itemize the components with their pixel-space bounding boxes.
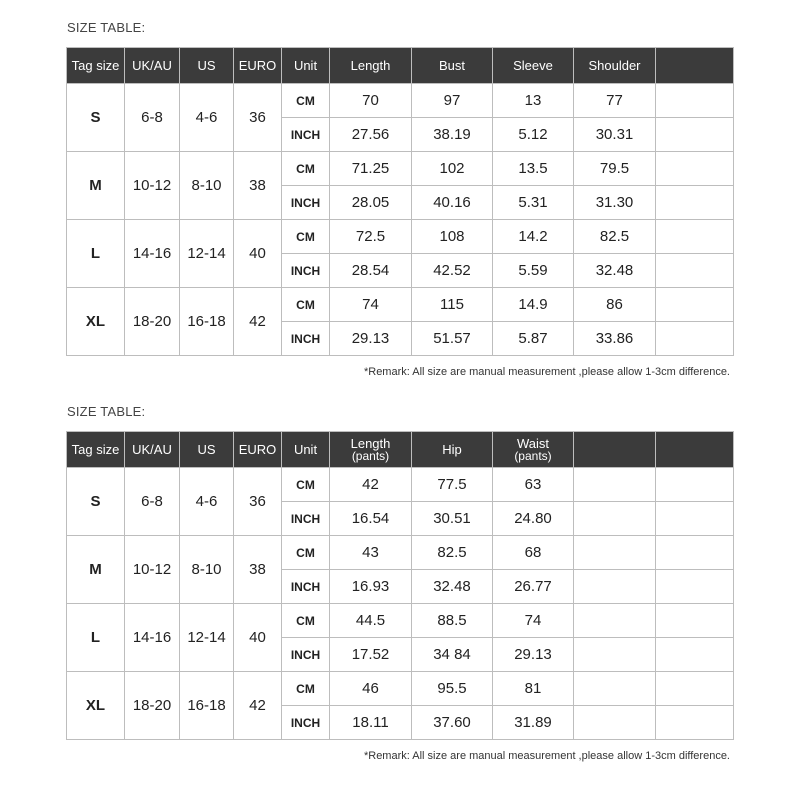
measurement-cell: 5.59 bbox=[493, 254, 574, 288]
measurement-cell bbox=[656, 322, 734, 356]
measurement-cell: 77 bbox=[574, 84, 656, 118]
measurement-cell: 30.31 bbox=[574, 118, 656, 152]
measurement-cell bbox=[656, 186, 734, 220]
column-header-label: Unit bbox=[293, 442, 318, 457]
measurement-cell bbox=[574, 604, 656, 638]
column-header-label: EURO bbox=[238, 58, 277, 73]
measurement-cell: 32.48 bbox=[412, 570, 493, 604]
column-header bbox=[656, 48, 734, 84]
euro-size: 40 bbox=[234, 220, 282, 288]
size-table bbox=[66, 431, 734, 740]
header-row bbox=[67, 48, 734, 84]
measurement-cell bbox=[656, 706, 734, 740]
column-header bbox=[67, 48, 125, 84]
us-size: 16-18 bbox=[180, 288, 234, 356]
euro-size: 38 bbox=[234, 152, 282, 220]
column-header bbox=[282, 432, 330, 468]
uk-au-size: 6-8 bbox=[125, 84, 180, 152]
measurement-cell: 24.80 bbox=[493, 502, 574, 536]
euro-size: 42 bbox=[234, 672, 282, 740]
column-header-label: UK/AU bbox=[132, 58, 172, 73]
unit-inch: INCH bbox=[282, 570, 330, 604]
column-header-label: EURO bbox=[238, 442, 277, 457]
measurement-cell: 32.48 bbox=[574, 254, 656, 288]
column-header-label: Bust bbox=[438, 58, 465, 73]
measurement-cell: 108 bbox=[412, 220, 493, 254]
column-header bbox=[282, 48, 330, 84]
measurement-cell: 13.5 bbox=[493, 152, 574, 186]
measurement-cell: 68 bbox=[493, 536, 574, 570]
measurement-cell: 71.25 bbox=[330, 152, 412, 186]
column-header bbox=[330, 48, 412, 84]
measurement-cell: 29.13 bbox=[493, 638, 574, 672]
size-label: M bbox=[67, 152, 125, 220]
measurement-cell bbox=[574, 706, 656, 740]
measurement-cell: 74 bbox=[330, 288, 412, 322]
measurement-cell bbox=[656, 152, 734, 186]
uk-au-size: 14-16 bbox=[125, 604, 180, 672]
column-header-label: Hip bbox=[442, 442, 462, 457]
table-row bbox=[67, 84, 734, 118]
measurement-cell: 31.30 bbox=[574, 186, 656, 220]
size-label: L bbox=[67, 604, 125, 672]
column-header bbox=[656, 432, 734, 468]
remark-note: *Remark: All size are manual measurement ,please allow 1-3cm difference. bbox=[363, 750, 730, 762]
column-header bbox=[180, 432, 234, 468]
column-header-label: US bbox=[197, 58, 216, 73]
measurement-cell: 37.60 bbox=[412, 706, 493, 740]
measurement-cell: 33.86 bbox=[574, 322, 656, 356]
size-label: S bbox=[67, 468, 125, 536]
column-header bbox=[67, 432, 125, 468]
measurement-cell: 42.52 bbox=[412, 254, 493, 288]
column-header bbox=[412, 432, 493, 468]
size-label: L bbox=[67, 220, 125, 288]
measurement-cell bbox=[656, 288, 734, 322]
measurement-cell: 30.51 bbox=[412, 502, 493, 536]
size-label: XL bbox=[67, 672, 125, 740]
measurement-cell: 77.5 bbox=[412, 468, 493, 502]
measurement-cell: 28.05 bbox=[330, 186, 412, 220]
euro-size: 36 bbox=[234, 468, 282, 536]
unit-cm: CM bbox=[282, 536, 330, 570]
column-header-sublabel: (pants) bbox=[351, 448, 390, 463]
column-header-label: Tag size bbox=[71, 58, 120, 73]
column-header-label: Waist bbox=[516, 435, 550, 451]
column-header bbox=[574, 48, 656, 84]
column-header bbox=[125, 432, 180, 468]
table-row bbox=[67, 152, 734, 186]
column-header bbox=[493, 432, 574, 468]
euro-size: 36 bbox=[234, 84, 282, 152]
us-size: 12-14 bbox=[180, 604, 234, 672]
measurement-cell: 51.57 bbox=[412, 322, 493, 356]
measurement-cell: 28.54 bbox=[330, 254, 412, 288]
measurement-cell: 72.5 bbox=[330, 220, 412, 254]
size-label: S bbox=[67, 84, 125, 152]
measurement-cell bbox=[574, 536, 656, 570]
measurement-cell: 5.87 bbox=[493, 322, 574, 356]
measurement-cell: 31.89 bbox=[493, 706, 574, 740]
unit-cm: CM bbox=[282, 220, 330, 254]
unit-cm: CM bbox=[282, 288, 330, 322]
measurement-cell: 74 bbox=[493, 604, 574, 638]
size-table bbox=[66, 47, 734, 356]
unit-inch: INCH bbox=[282, 186, 330, 220]
remark-note: *Remark: All size are manual measurement ,please allow 1-3cm difference. bbox=[363, 366, 730, 378]
euro-size: 42 bbox=[234, 288, 282, 356]
measurement-cell bbox=[656, 672, 734, 706]
measurement-cell bbox=[656, 84, 734, 118]
measurement-cell bbox=[656, 570, 734, 604]
unit-inch: INCH bbox=[282, 638, 330, 672]
column-header bbox=[180, 48, 234, 84]
measurement-cell: 18.11 bbox=[330, 706, 412, 740]
measurement-cell bbox=[574, 672, 656, 706]
size-label: XL bbox=[67, 288, 125, 356]
measurement-cell bbox=[656, 118, 734, 152]
measurement-cell: 16.93 bbox=[330, 570, 412, 604]
us-size: 8-10 bbox=[180, 152, 234, 220]
column-header-label: US bbox=[197, 442, 216, 457]
section-title: SIZE TABLE: bbox=[67, 20, 146, 35]
size-label: M bbox=[67, 536, 125, 604]
column-header bbox=[234, 48, 282, 84]
euro-size: 40 bbox=[234, 604, 282, 672]
column-header-label: Sleeve bbox=[513, 58, 553, 73]
column-header-label: Shoulder bbox=[588, 58, 641, 73]
us-size: 16-18 bbox=[180, 672, 234, 740]
measurement-cell: 79.5 bbox=[574, 152, 656, 186]
column-header-label: UK/AU bbox=[132, 442, 172, 457]
unit-cm: CM bbox=[282, 152, 330, 186]
euro-size: 38 bbox=[234, 536, 282, 604]
header-row bbox=[67, 432, 734, 468]
column-header-label: Length bbox=[350, 435, 391, 451]
measurement-cell: 82.5 bbox=[574, 220, 656, 254]
measurement-cell: 13 bbox=[493, 84, 574, 118]
column-header bbox=[493, 48, 574, 84]
us-size: 4-6 bbox=[180, 468, 234, 536]
column-header bbox=[125, 48, 180, 84]
table-row bbox=[67, 220, 734, 254]
measurement-cell: 63 bbox=[493, 468, 574, 502]
measurement-cell: 97 bbox=[412, 84, 493, 118]
measurement-cell: 86 bbox=[574, 288, 656, 322]
column-header bbox=[234, 432, 282, 468]
section-title: SIZE TABLE: bbox=[67, 404, 146, 419]
measurement-cell: 88.5 bbox=[412, 604, 493, 638]
unit-inch: INCH bbox=[282, 706, 330, 740]
measurement-cell: 43 bbox=[330, 536, 412, 570]
measurement-cell: 95.5 bbox=[412, 672, 493, 706]
measurement-cell: 102 bbox=[412, 152, 493, 186]
column-header bbox=[574, 432, 656, 468]
column-header-label: Unit bbox=[293, 58, 318, 73]
measurement-cell: 38.19 bbox=[412, 118, 493, 152]
measurement-cell: 26.77 bbox=[493, 570, 574, 604]
column-header-sublabel: (pants) bbox=[514, 448, 552, 463]
unit-cm: CM bbox=[282, 604, 330, 638]
measurement-cell bbox=[656, 604, 734, 638]
measurement-cell: 27.56 bbox=[330, 118, 412, 152]
measurement-cell bbox=[656, 536, 734, 570]
column-header-label: Length bbox=[350, 58, 391, 73]
measurement-cell: 44.5 bbox=[330, 604, 412, 638]
unit-cm: CM bbox=[282, 468, 330, 502]
measurement-cell: 5.12 bbox=[493, 118, 574, 152]
measurement-cell bbox=[656, 254, 734, 288]
unit-cm: CM bbox=[282, 672, 330, 706]
unit-cm: CM bbox=[282, 84, 330, 118]
measurement-cell bbox=[574, 570, 656, 604]
measurement-cell bbox=[656, 502, 734, 536]
measurement-cell: 40.16 bbox=[412, 186, 493, 220]
unit-inch: INCH bbox=[282, 254, 330, 288]
measurement-cell: 81 bbox=[493, 672, 574, 706]
uk-au-size: 18-20 bbox=[125, 288, 180, 356]
column-header bbox=[330, 432, 412, 468]
table-row bbox=[67, 288, 734, 322]
measurement-cell: 82.5 bbox=[412, 536, 493, 570]
unit-inch: INCH bbox=[282, 118, 330, 152]
measurement-cell: 17.52 bbox=[330, 638, 412, 672]
measurement-cell bbox=[574, 502, 656, 536]
measurement-cell: 70 bbox=[330, 84, 412, 118]
us-size: 8-10 bbox=[180, 536, 234, 604]
measurement-cell bbox=[574, 638, 656, 672]
unit-inch: INCH bbox=[282, 502, 330, 536]
uk-au-size: 18-20 bbox=[125, 672, 180, 740]
table-row bbox=[67, 672, 734, 706]
uk-au-size: 6-8 bbox=[125, 468, 180, 536]
uk-au-size: 10-12 bbox=[125, 152, 180, 220]
measurement-cell bbox=[656, 638, 734, 672]
table-row bbox=[67, 536, 734, 570]
uk-au-size: 14-16 bbox=[125, 220, 180, 288]
measurement-cell: 115 bbox=[412, 288, 493, 322]
measurement-cell: 5.31 bbox=[493, 186, 574, 220]
measurement-cell bbox=[656, 468, 734, 502]
measurement-cell: 16.54 bbox=[330, 502, 412, 536]
measurement-cell: 29.13 bbox=[330, 322, 412, 356]
measurement-cell: 46 bbox=[330, 672, 412, 706]
measurement-cell: 42 bbox=[330, 468, 412, 502]
column-header bbox=[412, 48, 493, 84]
table-row bbox=[67, 468, 734, 502]
measurement-cell: 34 84 bbox=[412, 638, 493, 672]
column-header-label: Tag size bbox=[71, 442, 120, 457]
uk-au-size: 10-12 bbox=[125, 536, 180, 604]
measurement-cell bbox=[574, 468, 656, 502]
us-size: 12-14 bbox=[180, 220, 234, 288]
unit-inch: INCH bbox=[282, 322, 330, 356]
measurement-cell bbox=[656, 220, 734, 254]
us-size: 4-6 bbox=[180, 84, 234, 152]
measurement-cell: 14.2 bbox=[493, 220, 574, 254]
table-row bbox=[67, 604, 734, 638]
measurement-cell: 14.9 bbox=[493, 288, 574, 322]
